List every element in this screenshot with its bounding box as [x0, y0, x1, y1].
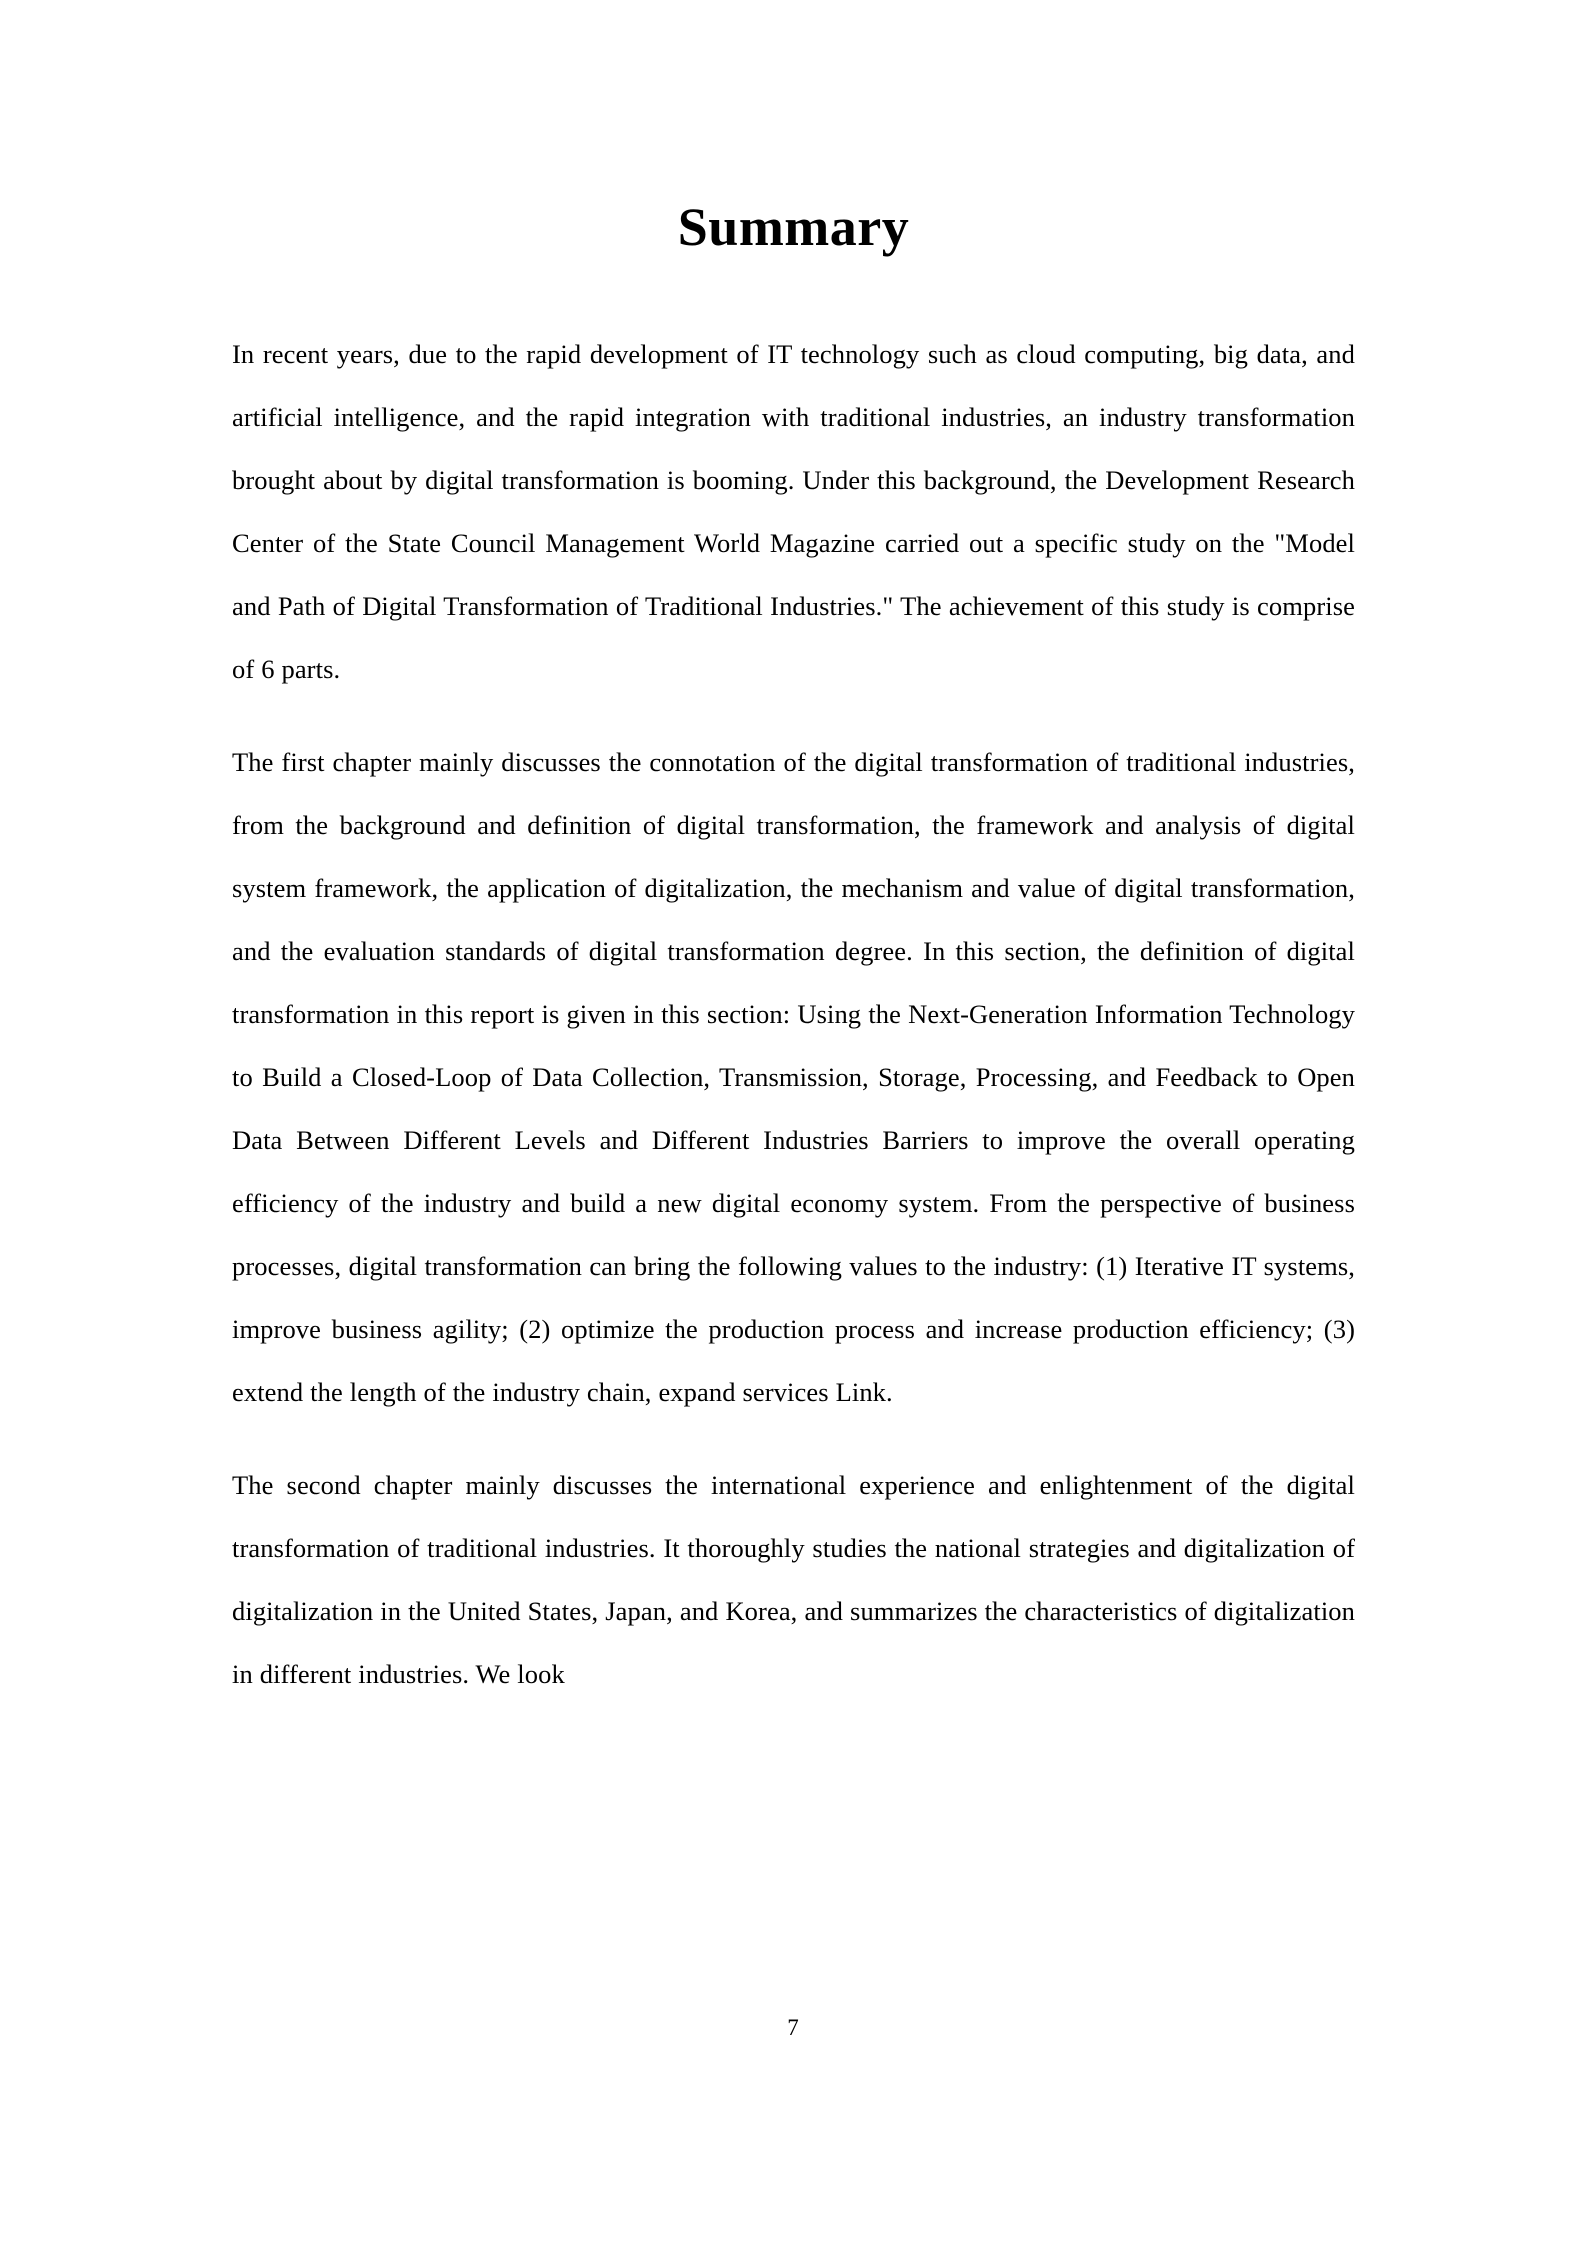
body-text	[232, 323, 1355, 1706]
page-content	[232, 0, 1355, 1706]
paragraph: In recent years, due to the rapid development of IT technology such as cloud computing, big data, and artificial intelligence, and the rapid integration with traditional industries, an industry transformation brought about by digital transformation is booming. Under this background, the Development Research Center of the State Council Management World Magazine carried out a specific study on the "Model and Path of Digital Transformation of Traditional Industries." The achievement of this study is comprise of 6 parts.	[232, 339, 1355, 685]
page-title: Summary	[677, 197, 910, 257]
paragraph: The first chapter mainly discusses the connotation of the digital transformation of traditional industries, from the background and definition of digital transformation, the framework and analysis of digital system framework, the application of digitalization, the mechanism and value of digital transformation, and the evaluation standards of digital transformation degree. In this section, the definition of digital transformation in this report is given in this section: Using the Next-Generation Information Technology to Build a Closed-Loop of Data Collection, Transmission, Storage, Processing, and Feedback to Open Data Between Different Levels and Different Industries Barriers to improve the overall operating efficiency of the industry and build a new digital economy system. From the perspective of business processes, digital transformation can bring the following values to the industry: (1) Iterative IT systems, improve business agility; (2) optimize the production process and increase production efficiency; (3) extend the length of the industry chain, expand services Link.	[232, 747, 1355, 1408]
paragraph: The second chapter mainly discusses the international experience and enlightenment of the digital transformation of traditional industries. It thoroughly studies the national strategies and digitalization of digitalization in the United States, Japan, and Korea, and summarizes the characteristics of digitalization in different industries. We look	[232, 1470, 1355, 1690]
page-number: 7	[787, 2015, 799, 2040]
